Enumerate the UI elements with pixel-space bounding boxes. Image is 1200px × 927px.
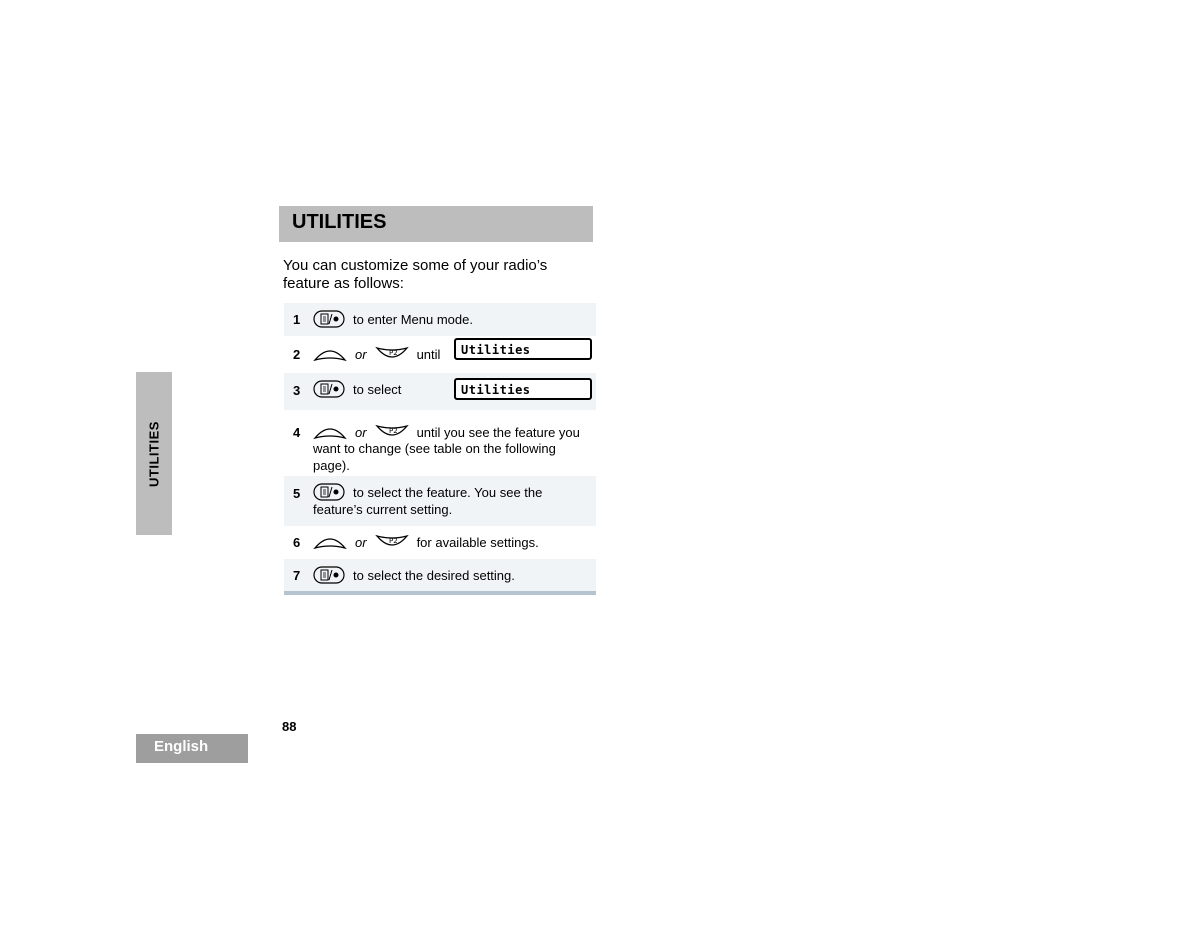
step-number: 5	[293, 486, 301, 501]
step-row-3	[284, 373, 596, 410]
language-tab	[136, 734, 248, 763]
step-text: until	[416, 346, 441, 362]
step-row-6	[284, 526, 596, 559]
step-text: to enter Menu mode.	[353, 311, 473, 327]
step-number: 7	[293, 568, 301, 583]
scroll-up-button-icon	[313, 533, 347, 551]
page-number: 88	[282, 719, 297, 734]
step-number: 2	[293, 347, 301, 362]
step-row-5	[284, 476, 596, 526]
page-title: UTILITIES	[292, 211, 387, 233]
or-label: or	[355, 424, 367, 440]
step-text: for available settings.	[416, 534, 539, 550]
menu-select-button-icon	[313, 566, 345, 584]
step-text: to select the desired setting.	[353, 567, 515, 583]
display-text: Utilities	[461, 343, 531, 357]
radio-display	[454, 378, 592, 400]
menu-select-button-icon	[313, 380, 345, 398]
step-text: until you see the feature you	[416, 424, 580, 440]
scroll-down-p2-button-icon	[375, 533, 409, 551]
table-bottom-rule	[284, 591, 596, 595]
svg-text:P2: P2	[388, 537, 398, 545]
step-number: 4	[293, 425, 301, 440]
radio-display	[454, 338, 592, 360]
side-tab-label: UTILITIES	[146, 421, 162, 487]
scroll-down-p2-button-icon	[375, 423, 409, 441]
step-row-1	[284, 303, 596, 336]
step-number: 6	[293, 535, 301, 550]
svg-text:P2: P2	[388, 427, 398, 435]
steps-table	[284, 303, 596, 591]
intro-text: You can customize some of your radio’s feature as follows:	[283, 257, 548, 292]
step-number: 1	[293, 312, 301, 327]
display-text: Utilities	[461, 383, 531, 397]
scroll-down-p2-button-icon	[375, 345, 409, 363]
section-heading	[279, 206, 593, 242]
step-row-4	[284, 410, 596, 476]
step-text: to select the feature. You see the	[353, 484, 543, 500]
language-label: English	[154, 738, 209, 755]
step-row-7	[284, 559, 596, 591]
step-number: 3	[293, 383, 301, 398]
svg-text:P2: P2	[388, 349, 398, 357]
step-text: to select	[353, 381, 402, 397]
or-label: or	[355, 534, 367, 550]
or-label: or	[355, 346, 367, 362]
menu-select-button-icon	[313, 483, 345, 501]
step-text-continued: feature’s current setting.	[313, 502, 453, 517]
side-section-tab	[136, 372, 172, 535]
scroll-up-button-icon	[313, 345, 347, 363]
step-text-continued: want to change (see table on the following page).	[313, 441, 556, 473]
menu-select-button-icon	[313, 310, 345, 328]
step-row-2	[284, 336, 596, 373]
scroll-up-button-icon	[313, 423, 347, 441]
